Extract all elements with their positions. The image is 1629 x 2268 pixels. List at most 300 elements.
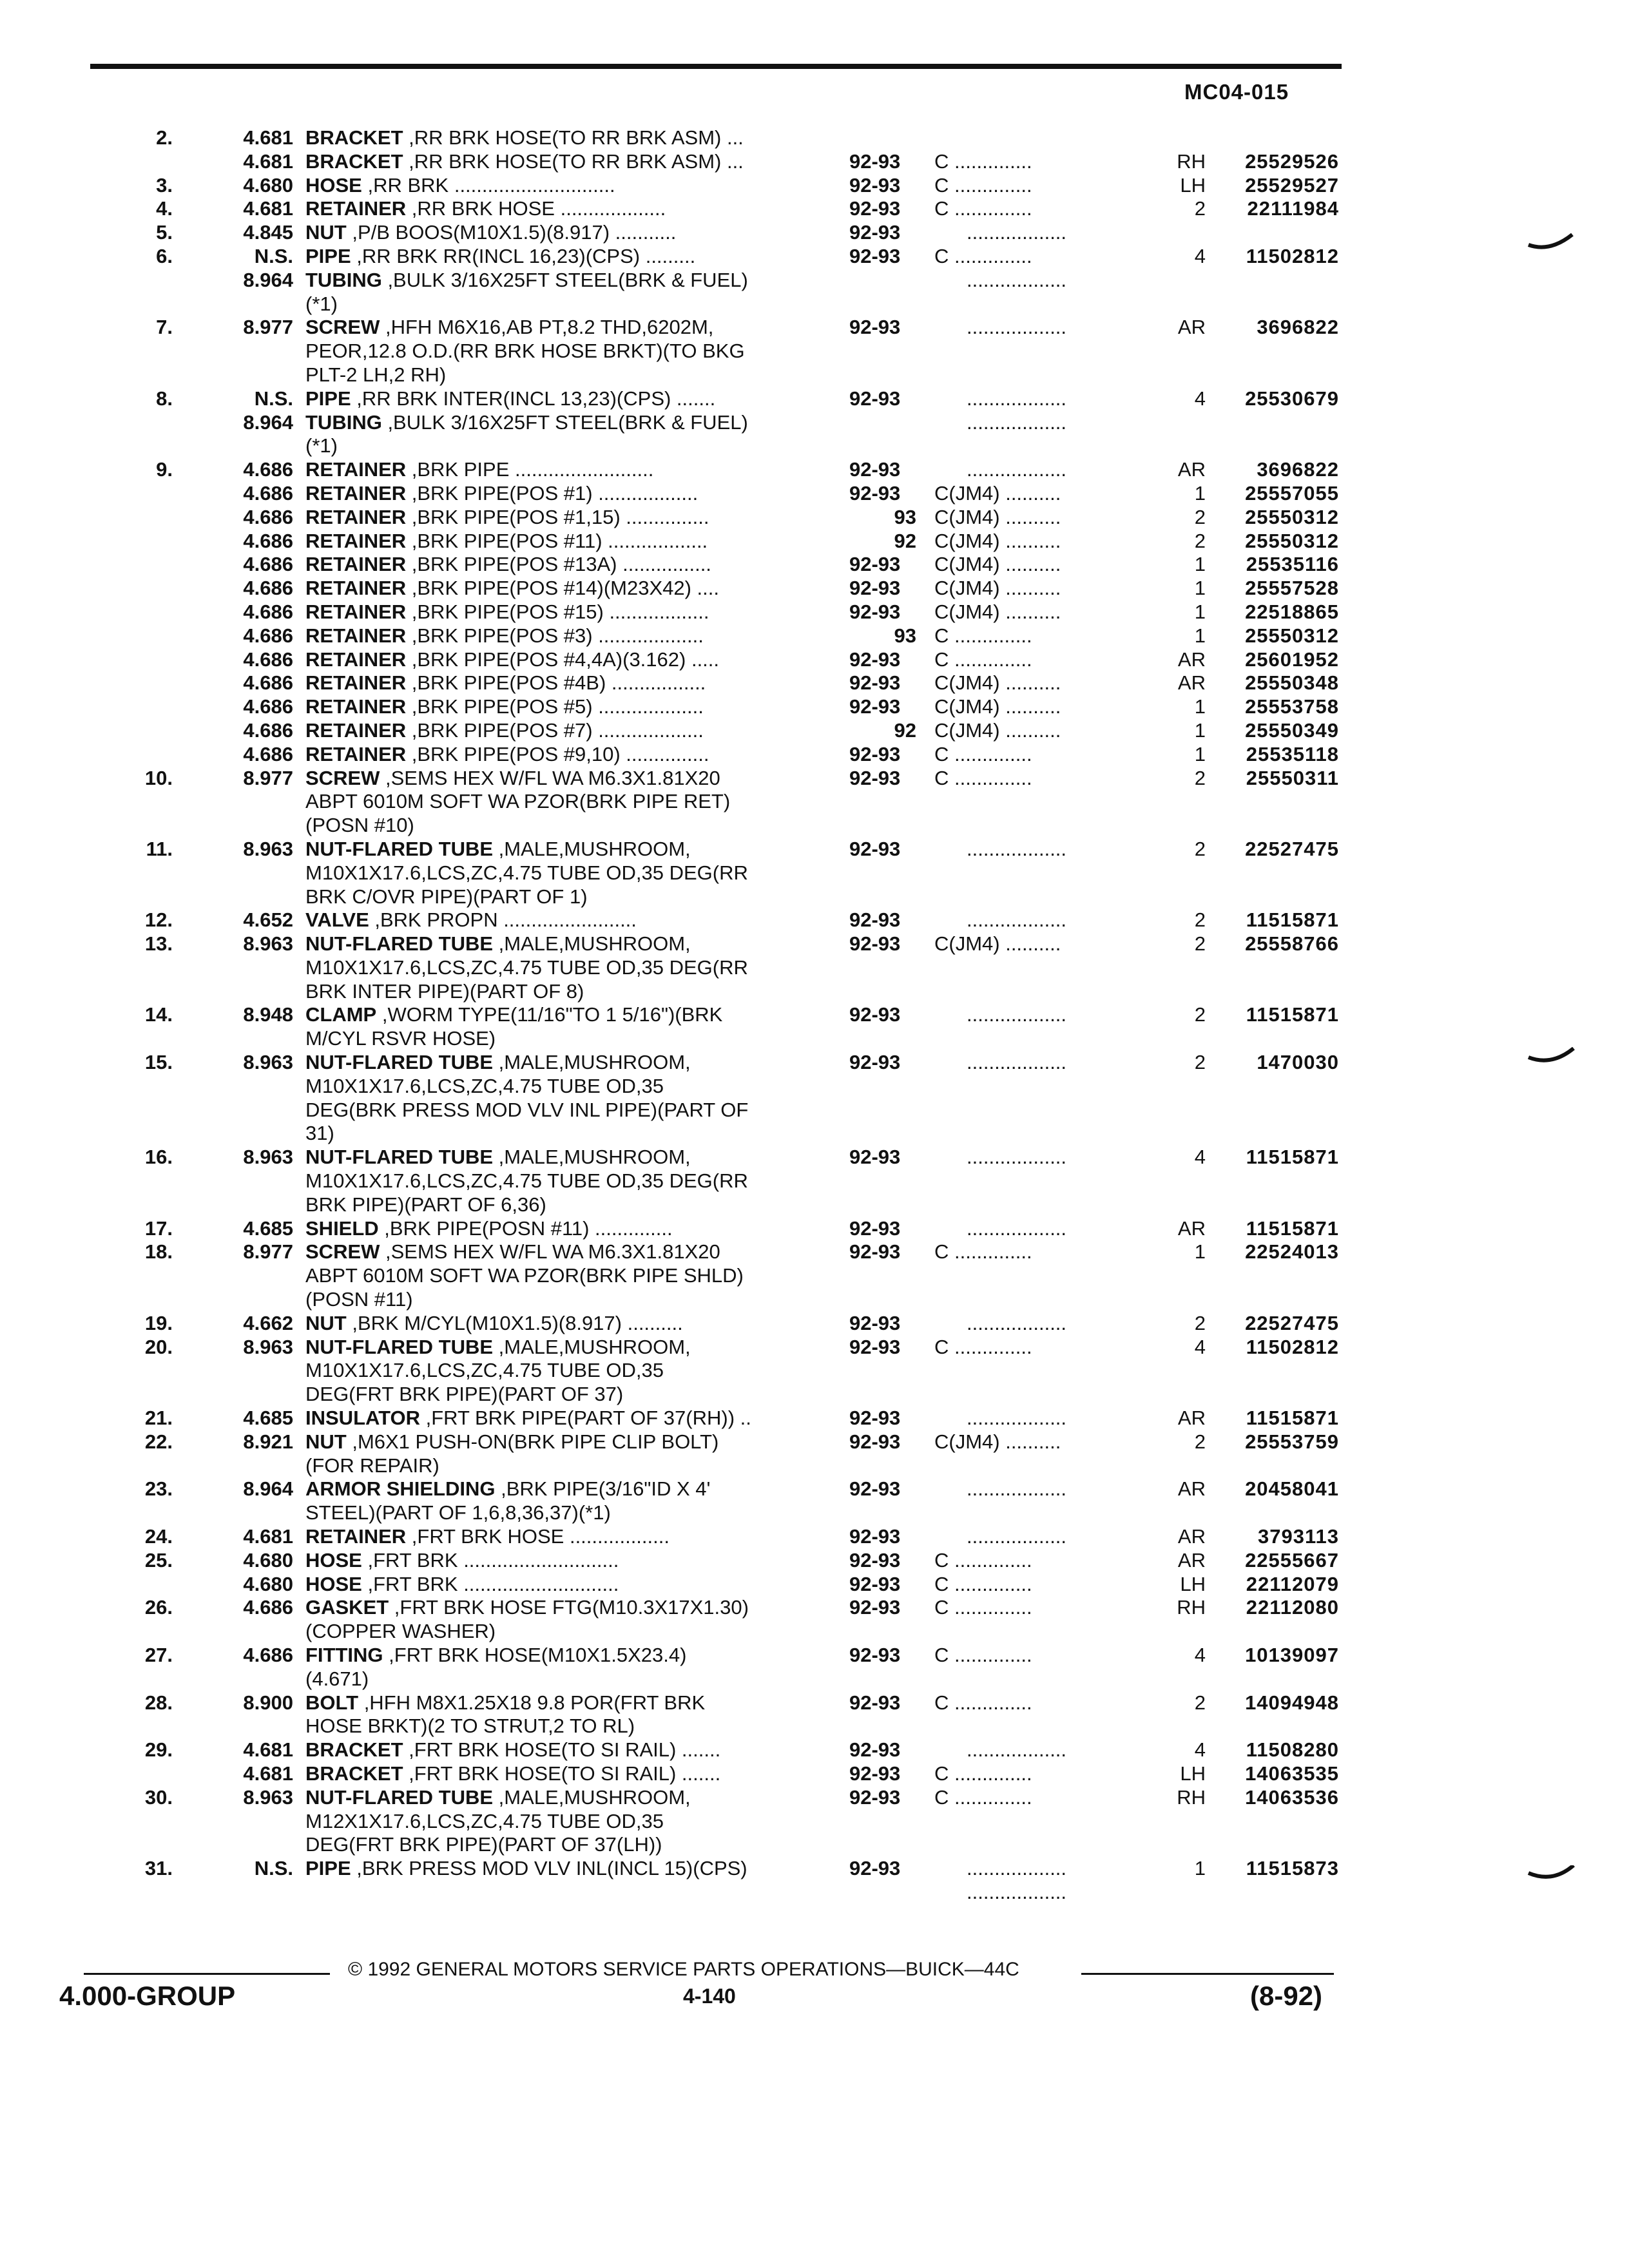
- part-description: [305, 553, 843, 577]
- part-detail: ,BRK PIPE(POS #1,15) ...............: [406, 505, 709, 528]
- group-number: 4.681: [243, 126, 293, 149]
- part-number: 11515871: [1246, 1407, 1339, 1430]
- usage-code: ..................: [967, 410, 1067, 434]
- part-number: 25550312: [1245, 529, 1339, 552]
- ref-number: 23.: [144, 1477, 173, 1501]
- ref-number: 10.: [144, 766, 173, 789]
- part-description: [305, 245, 843, 269]
- part-detail: ,HFH M6X16,AB PT,8.2 THD,6202M, PEOR,12.8 O.D.(RR BRK HOSE BRKT)(TO BKG PLT-2 LH,2 RH): [305, 316, 745, 386]
- part-name: RETAINER: [305, 529, 407, 552]
- usage-code: C ..............: [934, 1335, 1032, 1358]
- part-number: 11508280: [1246, 1738, 1339, 1762]
- ref-number: 18.: [144, 1240, 173, 1264]
- group-number: 4.686: [243, 742, 293, 765]
- part-detail: ,MALE,MUSHROOM, M10X1X17.6,LCS,ZC,4.75 TUBE OD,35 DEG(RR BRK PIPE)(PART OF 6,36): [305, 1146, 748, 1216]
- usage-code: C ..............: [934, 173, 1032, 197]
- group-number: 8.921: [243, 1430, 293, 1453]
- part-detail: ,BRK PIPE(POS #14)(M23X42) ....: [406, 577, 719, 600]
- part-detail: ,FRT BRK HOSE(TO SI RAIL) .......: [403, 1762, 721, 1785]
- usage-code: C(JM4) ..........: [934, 671, 1061, 695]
- usage-code: ..................: [967, 1738, 1067, 1762]
- part-number: 11515871: [1246, 908, 1339, 932]
- part-detail: ,M6X1 PUSH-ON(BRK PIPE CLIP BOLT) (FOR REPAIR): [305, 1430, 719, 1477]
- part-detail: ,BRK PIPE(POS #1) ..................: [406, 481, 699, 505]
- usage-code: C(JM4) ..........: [934, 529, 1061, 552]
- model-year: 92-93: [849, 648, 901, 671]
- part-detail: ,HFH M8X1.25X18 9.8 POR(FRT BRK HOSE BRKT)(2 TO STRUT,2 TO RL): [305, 1691, 706, 1738]
- footer-rule-left: [84, 1973, 330, 1975]
- model-year: 92-93: [849, 1430, 901, 1453]
- usage-code: ..................: [967, 837, 1067, 860]
- part-description: [305, 838, 843, 908]
- part-description: [305, 506, 843, 530]
- part-detail: ,BRK PIPE .........................: [406, 458, 654, 481]
- part-number: 22112080: [1246, 1596, 1339, 1619]
- part-description: [305, 1762, 843, 1786]
- usage-code: ..................: [967, 1146, 1067, 1169]
- ref-number: 7.: [156, 316, 173, 339]
- usage-code: ..................: [967, 1525, 1067, 1548]
- group-number: 4.686: [243, 600, 293, 623]
- part-number: 25550312: [1245, 624, 1339, 647]
- model-year: 92-93: [849, 1240, 901, 1264]
- part-name: ARMOR SHIELDING: [305, 1477, 496, 1501]
- quantity: 2: [1194, 766, 1206, 789]
- part-description: [305, 174, 843, 198]
- part-number: 22555667: [1245, 1548, 1339, 1571]
- group-number: 8.900: [243, 1691, 293, 1714]
- model-year: 92-93: [849, 387, 901, 410]
- quantity: 4: [1194, 1738, 1206, 1762]
- part-number: 14063536: [1245, 1785, 1339, 1809]
- part-detail: ,MALE,MUSHROOM, M10X1X17.6,LCS,ZC,4.75 TUBE OD,35 DEG(RR BRK C/OVR PIPE)(PART OF 1): [305, 837, 748, 908]
- part-name: TUBING: [305, 410, 382, 434]
- group-number: 8.977: [243, 766, 293, 789]
- group-number: 4.845: [243, 221, 293, 244]
- part-name: RETAINER: [305, 600, 407, 623]
- part-number: 25550349: [1245, 718, 1339, 742]
- part-description: [305, 126, 843, 150]
- part-description: [305, 671, 843, 695]
- model-year: 92-93: [849, 197, 901, 220]
- part-description: [305, 1477, 843, 1525]
- part-number: 25529527: [1245, 173, 1339, 197]
- group-number: 4.652: [243, 908, 293, 932]
- part-detail: ,FRT BRK HOSE(M10X1.5X23.4) (4.671): [305, 1644, 687, 1690]
- part-detail: ,BRK PIPE(POS #11) ..................: [406, 529, 708, 552]
- usage-code: C ..............: [934, 1762, 1032, 1785]
- part-number: 22518865: [1245, 600, 1339, 623]
- ref-number: 27.: [144, 1644, 173, 1666]
- model-year: 92-93: [849, 1691, 901, 1714]
- part-number: 3696822: [1257, 316, 1339, 339]
- part-number: 25535118: [1246, 742, 1339, 765]
- ref-number: 13.: [144, 932, 173, 956]
- quantity: RH: [1177, 1596, 1206, 1619]
- part-number: 14063535: [1245, 1762, 1339, 1785]
- part-number: 25558766: [1245, 932, 1339, 956]
- usage-code: ..................: [967, 908, 1067, 932]
- part-description: [305, 624, 843, 648]
- ref-number: 29.: [144, 1738, 173, 1762]
- part-number: 3793113: [1258, 1525, 1339, 1548]
- quantity: 1: [1194, 553, 1206, 576]
- model-year: 92-93: [849, 1146, 901, 1169]
- ref-number: 6.: [156, 244, 173, 267]
- group-number: 4.681: [243, 1762, 293, 1785]
- part-name: INSULATOR: [305, 1407, 420, 1430]
- ref-number: 11.: [146, 837, 173, 860]
- usage-code: ..................: [967, 387, 1067, 410]
- part-description: [305, 458, 843, 482]
- quantity: AR: [1177, 1477, 1206, 1501]
- ref-number: 4.: [156, 197, 173, 220]
- usage-code: ..................: [967, 1311, 1067, 1334]
- quantity: RH: [1177, 149, 1206, 173]
- quantity: 4: [1194, 1146, 1206, 1169]
- group-number: 4.686: [243, 718, 293, 742]
- part-description: [305, 601, 843, 624]
- model-year: 92-93: [849, 600, 901, 623]
- part-name: RETAINER: [305, 458, 407, 481]
- part-description: [305, 150, 843, 174]
- page-number: 4-140: [683, 1984, 736, 2008]
- quantity: 4: [1194, 244, 1206, 267]
- ref-number: 5.: [156, 221, 173, 244]
- ref-number: 21.: [144, 1407, 173, 1430]
- group-number: 4.686: [243, 505, 293, 528]
- part-detail: ,FRT BRK HOSE ..................: [406, 1525, 670, 1548]
- part-detail: ,BRK PIPE(POS #4,4A)(3.162) .....: [406, 648, 720, 671]
- ref-number: 24.: [144, 1525, 173, 1548]
- group-number: 4.686: [243, 529, 293, 552]
- part-description: [305, 1738, 843, 1762]
- part-number: 25550311: [1246, 766, 1339, 789]
- part-number: 22524013: [1245, 1240, 1339, 1264]
- part-name: SCREW: [305, 1240, 380, 1264]
- part-name: TUBING: [305, 268, 382, 291]
- ref-number: 15.: [144, 1051, 173, 1074]
- part-detail: ,BRK PRESS MOD VLV INL(INCL 15)(CPS): [351, 1857, 747, 1880]
- group-number: 8.948: [243, 1003, 293, 1026]
- part-name: BRACKET: [305, 1738, 403, 1762]
- part-description: [305, 1573, 843, 1597]
- part-name: HOSE: [305, 1548, 362, 1571]
- model-year: 92-93: [849, 577, 901, 600]
- part-name: NUT-FLARED TUBE: [305, 837, 494, 860]
- ref-number: 2.: [156, 126, 173, 149]
- group-number: 8.963: [243, 1051, 293, 1074]
- group-number: 4.686: [243, 481, 293, 505]
- model-year: 92-93: [849, 1335, 901, 1358]
- ref-number: 31.: [144, 1857, 173, 1880]
- part-name: RETAINER: [305, 671, 407, 695]
- part-description: [305, 1217, 843, 1241]
- part-description: [305, 743, 843, 767]
- model-year: 92-93: [849, 932, 901, 956]
- part-number: 22112079: [1246, 1572, 1339, 1595]
- part-name: FITTING: [305, 1644, 383, 1666]
- part-detail: ,BRK PIPE(POS #7) ...................: [406, 718, 704, 742]
- part-name: RETAINER: [305, 481, 407, 505]
- parts-row: [0, 505, 1629, 552]
- part-detail: ,FRT BRK HOSE FTG(M10.3X17X1.30) (COPPER WASHER): [305, 1596, 749, 1643]
- usage-code: C ..............: [934, 766, 1032, 789]
- group-number: 4.681: [243, 197, 293, 220]
- quantity: 2: [1194, 1430, 1206, 1453]
- top-rule: [90, 64, 1342, 69]
- part-name: RETAINER: [305, 1525, 407, 1548]
- part-description: [305, 1525, 843, 1549]
- part-name: RETAINER: [305, 718, 407, 742]
- usage-code: ..................: [967, 1216, 1067, 1240]
- ref-number: 20.: [144, 1335, 173, 1358]
- quantity: 2: [1194, 529, 1206, 552]
- part-description: [305, 197, 843, 221]
- part-name: BOLT: [305, 1691, 359, 1714]
- usage-code: ..................: [967, 458, 1067, 481]
- group-number: 4.662: [243, 1311, 293, 1334]
- usage-code: C ..............: [934, 1691, 1032, 1714]
- quantity: LH: [1180, 173, 1206, 197]
- quantity: 1: [1194, 718, 1206, 742]
- model-year: 92-93: [849, 1477, 901, 1501]
- usage-code: C(JM4) ..........: [934, 505, 1061, 528]
- part-name: RETAINER: [305, 505, 407, 528]
- ref-number: 14.: [144, 1003, 173, 1026]
- part-name: RETAINER: [305, 197, 407, 220]
- group-number: 4.686: [243, 458, 293, 481]
- part-name: PIPE: [305, 1857, 351, 1880]
- ref-number: 3.: [156, 173, 173, 197]
- usage-code: ..................: [967, 1003, 1067, 1026]
- group-number: 4.686: [243, 671, 293, 695]
- part-number: 25530679: [1245, 387, 1339, 410]
- footer-rule-right: [1081, 1973, 1334, 1975]
- part-detail: ,FRT BRK PIPE(PART OF 37(RH)) ..: [419, 1407, 751, 1430]
- usage-code: C(JM4) ..........: [934, 600, 1061, 623]
- model-year: 92-93: [849, 458, 901, 481]
- part-name: RETAINER: [305, 553, 407, 576]
- part-detail: ,BRK PIPE(POSN #11) ..............: [378, 1216, 673, 1240]
- model-year: 92-93: [849, 244, 901, 267]
- part-detail: ,RR BRK .............................: [361, 173, 615, 197]
- part-detail: ,BRK PIPE(POS #5) ...................: [406, 695, 704, 718]
- parts-row: [0, 1548, 1629, 1595]
- part-number: 22111984: [1247, 197, 1339, 220]
- part-number: 25535116: [1246, 553, 1339, 576]
- part-description: [305, 1146, 843, 1216]
- binding-mark: [1527, 1865, 1579, 1891]
- group-number: 8.977: [243, 316, 293, 339]
- quantity: 2: [1194, 197, 1206, 220]
- group-number: 8.963: [243, 837, 293, 860]
- group-label: 4.000-GROUP: [59, 1981, 236, 2011]
- ref-number: 30.: [144, 1785, 173, 1809]
- ref-number: 12.: [144, 908, 173, 932]
- part-name: NUT: [305, 1311, 347, 1334]
- parts-row: [0, 1738, 1629, 1785]
- usage-code: C(JM4) ..........: [934, 932, 1061, 956]
- part-detail: ,P/B BOOS(M10X1.5)(8.917) ...........: [346, 221, 677, 244]
- quantity: 1: [1194, 1857, 1206, 1880]
- quantity: 1: [1194, 577, 1206, 600]
- part-detail: ,MALE,MUSHROOM, M10X1X17.6,LCS,ZC,4.75 TUBE OD,35 DEG(BRK PRESS MOD VLV INL PIPE)(PART OF 31): [305, 1051, 749, 1145]
- group-number: N.S.: [254, 1857, 293, 1880]
- part-name: RETAINER: [305, 577, 407, 600]
- group-number: 4.686: [243, 553, 293, 576]
- part-number: 1470030: [1257, 1051, 1339, 1074]
- usage-code: C ..............: [934, 197, 1032, 220]
- part-description: [305, 387, 843, 411]
- group-number: N.S.: [254, 244, 293, 267]
- part-number: 20458041: [1245, 1477, 1339, 1501]
- part-name: PIPE: [305, 244, 351, 267]
- model-year: 92-93: [849, 481, 901, 505]
- model-year: 92-93: [849, 173, 901, 197]
- part-description: [305, 1857, 843, 1881]
- quantity: 1: [1194, 624, 1206, 647]
- quantity: RH: [1177, 1785, 1206, 1809]
- quantity: 2: [1194, 1691, 1206, 1714]
- parts-row: [0, 126, 1629, 173]
- ref-number: 16.: [144, 1146, 173, 1169]
- model-year: 92-93: [849, 1003, 901, 1026]
- group-number: 4.686: [243, 624, 293, 647]
- quantity: AR: [1177, 1216, 1206, 1240]
- part-detail: ,BULK 3/16X25FT STEEL(BRK & FUEL) (*1): [305, 268, 748, 315]
- usage-code: ..................: [967, 221, 1067, 244]
- ref-number: 22.: [144, 1430, 173, 1453]
- part-description: [305, 1312, 843, 1336]
- part-number: 25553759: [1245, 1430, 1339, 1453]
- ref-number: 8.: [156, 387, 173, 410]
- part-description: [305, 1051, 843, 1146]
- part-description: [305, 1407, 843, 1430]
- part-description: [305, 1003, 843, 1051]
- group-number: 4.686: [243, 648, 293, 671]
- ref-number: 28.: [144, 1691, 173, 1714]
- part-number: 11515871: [1246, 1003, 1339, 1026]
- part-description: [305, 932, 843, 1003]
- quantity: 4: [1194, 1335, 1206, 1358]
- part-number: 25557528: [1245, 577, 1339, 600]
- ref-number: 26.: [144, 1596, 173, 1619]
- part-description: [305, 316, 843, 387]
- part-name: NUT-FLARED TUBE: [305, 1051, 494, 1074]
- model-year: 92-93: [849, 1525, 901, 1548]
- model-year: 92-93: [849, 316, 901, 339]
- part-detail: ,SEMS HEX W/FL WA M6.3X1.81X20 ABPT 6010M SOFT WA PZOR(BRK PIPE SHLD) (POSN #11): [305, 1240, 744, 1311]
- part-description: [305, 1786, 843, 1857]
- part-name: NUT: [305, 221, 347, 244]
- usage-code: C ..............: [934, 742, 1032, 765]
- part-name: RETAINER: [305, 695, 407, 718]
- group-number: 4.681: [243, 1525, 293, 1548]
- usage-code: C ..............: [934, 648, 1032, 671]
- group-number: 4.686: [243, 1644, 293, 1666]
- group-number: 8.964: [243, 268, 293, 291]
- model-year: 92-93: [849, 149, 901, 173]
- part-name: NUT-FLARED TUBE: [305, 1785, 494, 1809]
- part-number: 25601952: [1245, 648, 1339, 671]
- part-detail: ,FRT BRK HOSE(TO SI RAIL) .......: [403, 1738, 721, 1762]
- quantity: AR: [1177, 1407, 1206, 1430]
- part-number: 25550312: [1245, 505, 1339, 528]
- usage-code: C ..............: [934, 1240, 1032, 1264]
- group-number: 8.963: [243, 1335, 293, 1358]
- usage-code: C(JM4) ..........: [934, 481, 1061, 505]
- part-detail: ,BRK PIPE(POS #9,10) ...............: [406, 742, 709, 765]
- group-number: 8.964: [243, 1477, 293, 1501]
- model-year: 92-93: [849, 1857, 901, 1880]
- binding-mark: [1527, 1047, 1579, 1073]
- model-year: 92-93: [849, 1644, 901, 1666]
- usage-code: C(JM4) ..........: [934, 577, 1061, 600]
- usage-code: C ..............: [934, 1785, 1032, 1809]
- model-year: 92-93: [849, 742, 901, 765]
- ref-number: 9.: [156, 458, 173, 481]
- group-number: 4.680: [243, 173, 293, 197]
- quantity: 1: [1194, 481, 1206, 505]
- usage-code: C(JM4) ..........: [934, 1430, 1061, 1453]
- model-year: 92-93: [849, 1407, 901, 1430]
- model-year: 92-93: [849, 1785, 901, 1809]
- part-number: 25529526: [1245, 149, 1339, 173]
- quantity: 4: [1194, 387, 1206, 410]
- part-number: 11502812: [1246, 244, 1339, 267]
- part-detail: ,RR BRK INTER(INCL 13,23)(CPS) .......: [351, 387, 716, 410]
- quantity: 4: [1194, 1644, 1206, 1666]
- group-number: 4.686: [243, 1596, 293, 1619]
- part-number: 11515871: [1246, 1216, 1339, 1240]
- part-description: [305, 411, 843, 459]
- part-detail: ,BRK PIPE(POS #13A) ................: [406, 553, 711, 576]
- part-detail: ,MALE,MUSHROOM, M10X1X17.6,LCS,ZC,4.75 TUBE OD,35 DEG(FRT BRK PIPE)(PART OF 37): [305, 1335, 691, 1406]
- usage-code: ..................: [967, 268, 1067, 291]
- usage-code: C ..............: [934, 1644, 1032, 1666]
- part-name: NUT: [305, 1430, 347, 1453]
- group-number: 8.963: [243, 1146, 293, 1169]
- model-year: 92-93: [849, 1311, 901, 1334]
- part-number: 25550348: [1245, 671, 1339, 695]
- model-year: 92-93: [849, 1548, 901, 1571]
- part-name: PIPE: [305, 387, 351, 410]
- group-number: 4.686: [243, 577, 293, 600]
- model-year: 92-93: [849, 837, 901, 860]
- quantity: AR: [1177, 1548, 1206, 1571]
- model-year: 93: [894, 624, 916, 647]
- model-year: 92-93: [849, 1762, 901, 1785]
- model-year: 92-93: [849, 695, 901, 718]
- part-number: 25553758: [1245, 695, 1339, 718]
- part-description: [305, 695, 843, 719]
- part-description: [305, 1240, 843, 1311]
- model-year: 92-93: [849, 766, 901, 789]
- part-description: [305, 269, 843, 316]
- part-detail: ,RR BRK RR(INCL 16,23)(CPS) .........: [351, 244, 696, 267]
- part-name: HOSE: [305, 173, 362, 197]
- quantity: 1: [1194, 1240, 1206, 1264]
- usage-code: C ..............: [934, 244, 1032, 267]
- part-description: [305, 221, 843, 245]
- group-number: 4.685: [243, 1216, 293, 1240]
- part-detail: ,BRK PIPE(POS #3) ...................: [406, 624, 704, 647]
- part-detail: ,RR BRK HOSE(TO RR BRK ASM) ...: [403, 126, 744, 149]
- part-number: 22527475: [1245, 837, 1339, 860]
- part-number: 3696822: [1257, 458, 1339, 481]
- part-detail: ,FRT BRK ............................: [361, 1548, 619, 1571]
